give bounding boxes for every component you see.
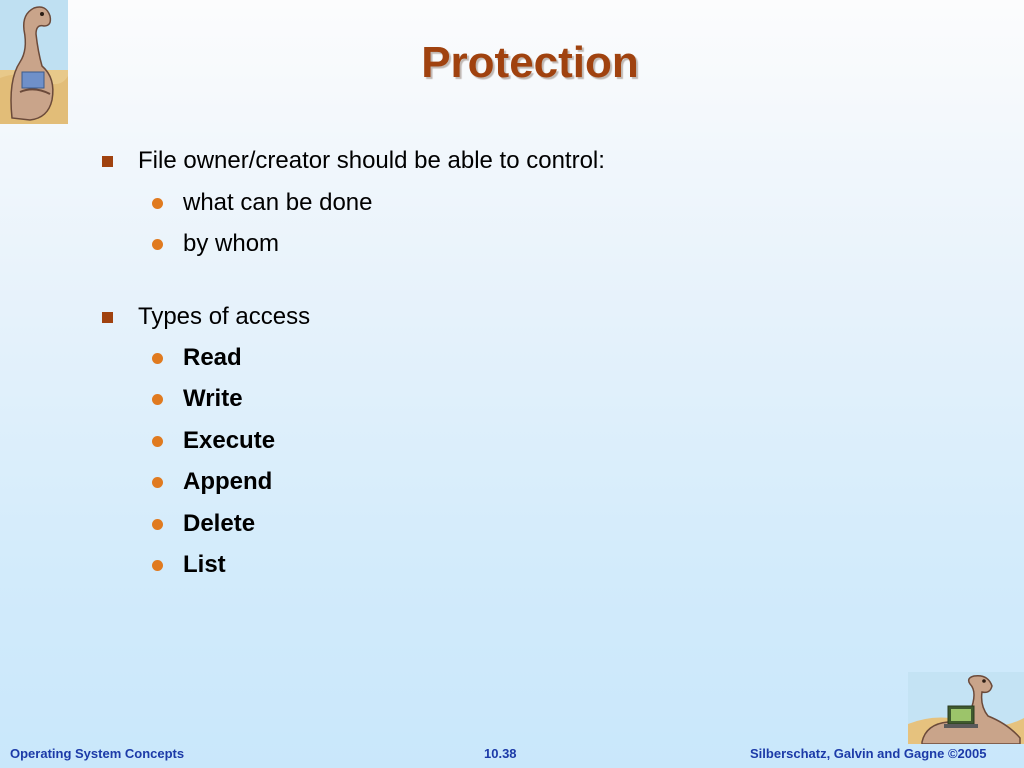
round-bullet-icon — [152, 239, 163, 250]
dinosaur-laptop-icon — [908, 672, 1024, 744]
footer-authors: Silberschatz, Galvin and Gagne ©2005 — [750, 746, 987, 761]
round-bullet-icon — [152, 560, 163, 571]
square-bullet-icon — [102, 156, 113, 167]
round-bullet-icon — [152, 436, 163, 447]
bullet-text: Types of access — [138, 303, 311, 330]
round-bullet-icon — [152, 198, 163, 209]
round-bullet-icon — [152, 519, 163, 530]
sub-bullet-text: what can be done — [183, 189, 373, 216]
bullet-text: File owner/creator should be able to control: — [138, 147, 605, 174]
access-type-delete: Delete — [183, 510, 256, 537]
footer-slide-number: 10.38 — [484, 746, 517, 761]
access-type-write: Write — [183, 385, 243, 412]
access-type-append: Append — [183, 468, 273, 495]
footer-book-title: Operating System Concepts — [10, 746, 185, 761]
access-type-execute: Execute — [183, 427, 276, 454]
sub-bullet-text: by whom — [183, 230, 280, 257]
round-bullet-icon — [152, 353, 163, 364]
access-type-read: Read — [183, 344, 242, 371]
slide-title: Protection — [421, 38, 639, 87]
square-bullet-icon — [102, 312, 113, 323]
round-bullet-icon — [152, 477, 163, 488]
round-bullet-icon — [152, 394, 163, 405]
access-type-list: List — [183, 551, 226, 578]
